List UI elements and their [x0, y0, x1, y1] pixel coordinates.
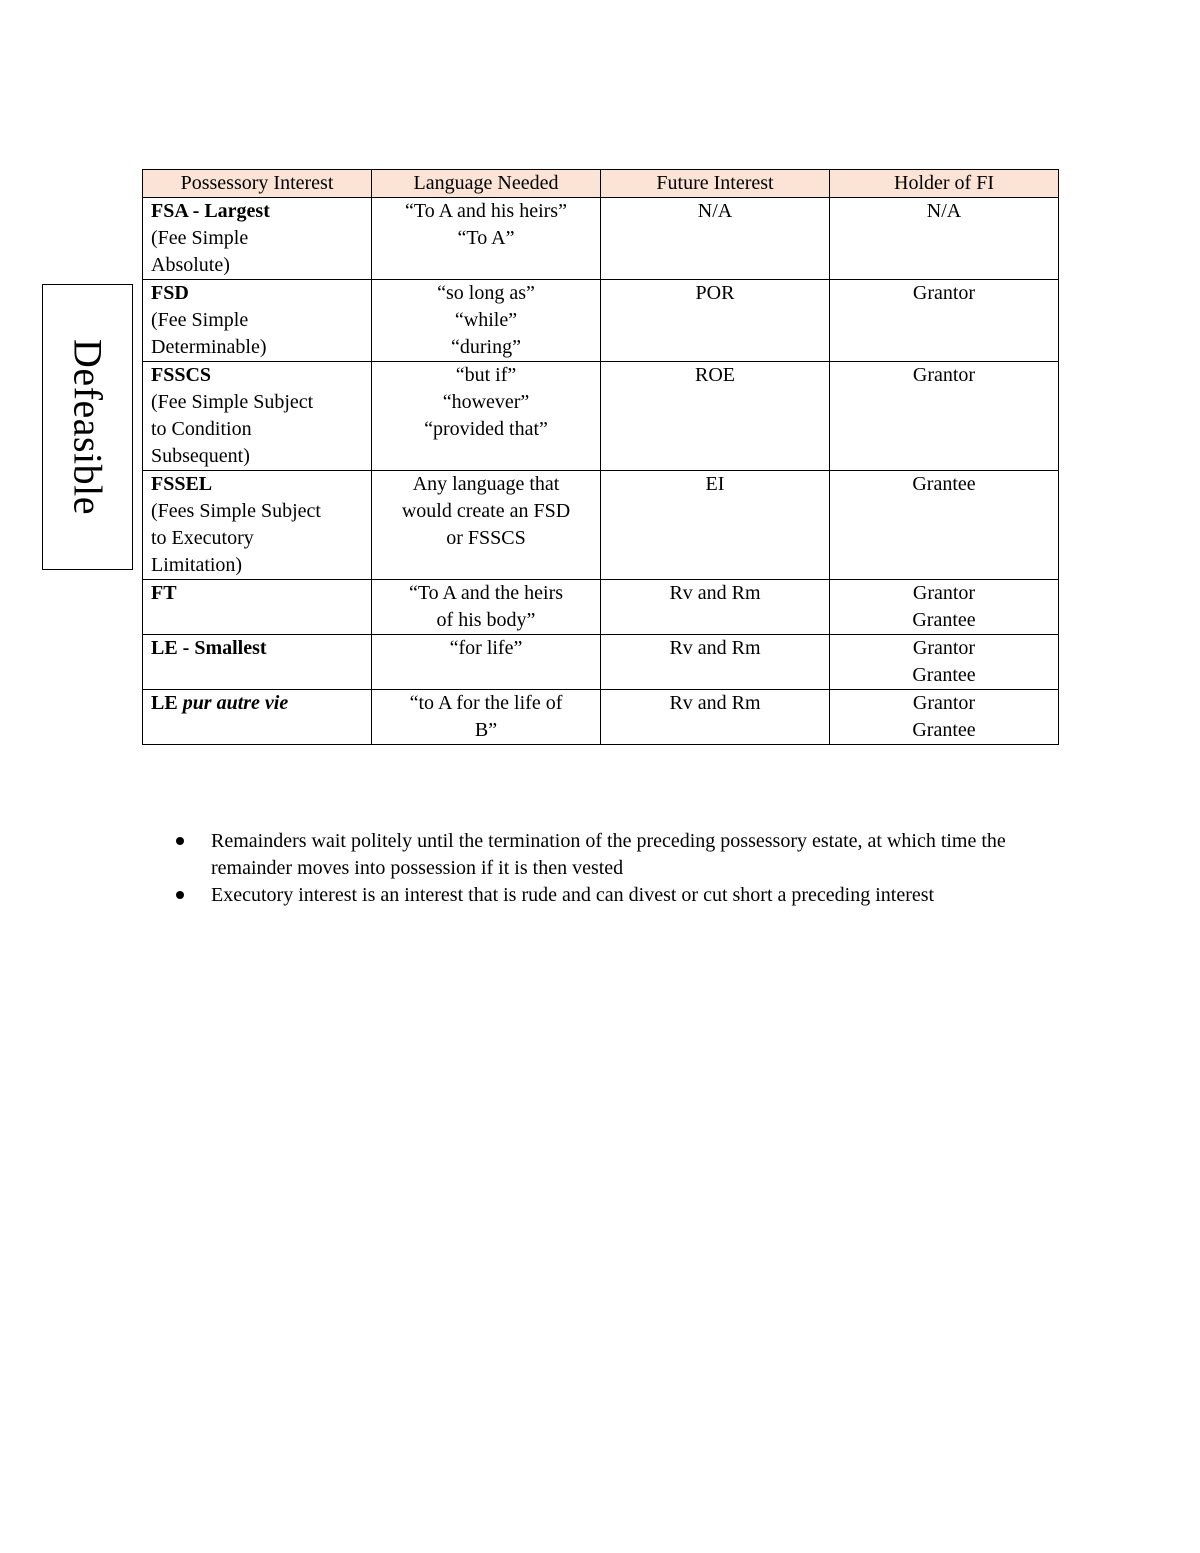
bullet-icon: [176, 837, 184, 845]
language-cell: [372, 580, 601, 635]
future-interest-cell: EI: [601, 471, 830, 580]
language-text: “during”: [451, 336, 521, 358]
notes-list: [172, 828, 1012, 909]
table-row: [143, 198, 1059, 280]
estate-name: FSD: [151, 282, 189, 304]
holder-text: Grantor: [912, 692, 976, 714]
holder-cell: [830, 580, 1059, 635]
defeasible-label: Defeasible: [65, 338, 110, 516]
holder-cell: [830, 280, 1059, 362]
language-cell: [372, 198, 601, 280]
language-cell: [372, 471, 601, 580]
table-row: [143, 635, 1059, 690]
header-holder-of-fi: Holder of FI: [830, 170, 1059, 198]
estates-table: [142, 169, 1059, 745]
language-text: “To A”: [457, 227, 515, 249]
language-text: “however”: [442, 391, 530, 413]
holder-text: Grantee: [912, 473, 976, 495]
estate-detail: (Fee Simple: [151, 309, 249, 331]
future-interest-cell: ROE: [601, 362, 830, 471]
future-interest-cell: Rv and Rm: [601, 635, 830, 690]
estate-detail: (Fee Simple: [151, 227, 249, 249]
estate-name: FSSCS: [151, 364, 212, 386]
estate-cell: [143, 580, 372, 635]
holder-cell: [830, 362, 1059, 471]
header-possessory-interest: Possessory Interest: [143, 170, 372, 198]
language-text: “To A and the heirs: [408, 582, 564, 604]
future-interest-cell: Rv and Rm: [601, 690, 830, 745]
estate-detail: (Fees Simple Subject: [151, 500, 321, 522]
estate-detail: Absolute): [151, 254, 230, 276]
future-interest-cell: POR: [601, 280, 830, 362]
table-row: [143, 580, 1059, 635]
estate-name: FSSEL: [151, 473, 213, 495]
holder-cell: [830, 635, 1059, 690]
list-item: [172, 882, 1012, 909]
bullet-icon: [176, 891, 184, 899]
estate-detail: to Condition: [151, 418, 252, 440]
language-text: “for life”: [449, 637, 523, 659]
language-text: “to A for the life of: [409, 692, 563, 714]
language-text: “provided that”: [424, 418, 548, 440]
table-row: [143, 471, 1059, 580]
future-interest-cell: Rv and Rm: [601, 580, 830, 635]
defeasible-label-box: [42, 284, 133, 570]
language-text: would create an FSD: [401, 500, 571, 522]
estate-detail: Determinable): [151, 336, 267, 358]
holder-text: Grantor: [912, 582, 976, 604]
estate-name: FT: [151, 582, 177, 604]
estate-name: LE - Smallest: [151, 637, 267, 659]
estate-name-italic: pur autre vie: [182, 692, 289, 714]
estate-detail: Subsequent): [151, 445, 250, 467]
language-cell: [372, 362, 601, 471]
language-text: or FSSCS: [446, 527, 526, 549]
language-text: “so long as”: [437, 282, 535, 304]
language-cell: [372, 690, 601, 745]
estate-name: FSA - Largest: [151, 200, 270, 222]
header-future-interest: Future Interest: [601, 170, 830, 198]
holder-text: N/A: [926, 200, 962, 222]
language-text: “To A and his heirs”: [405, 200, 567, 222]
estate-name: LE: [151, 692, 178, 714]
estate-cell: [143, 635, 372, 690]
estate-cell: [143, 471, 372, 580]
note-text: Remainders wait politely until the termination of the preceding possessory estate, at which time the remainder moves into possession if it is then vested: [211, 830, 1006, 879]
estate-detail: (Fee Simple Subject: [151, 391, 314, 413]
estate-cell: [143, 198, 372, 280]
language-cell: [372, 280, 601, 362]
holder-cell: [830, 690, 1059, 745]
holder-text: Grantee: [912, 664, 976, 686]
estate-detail: Limitation): [151, 554, 243, 576]
table-header-row: [143, 170, 1059, 198]
language-text: “while”: [454, 309, 518, 331]
holder-text: Grantee: [912, 609, 976, 631]
note-text: Executory interest is an interest that is rude and can divest or cut short a preceding interest: [211, 884, 935, 906]
estate-cell: [143, 362, 372, 471]
holder-text: Grantor: [912, 282, 976, 304]
estate-cell: [143, 690, 372, 745]
holder-text: Grantor: [912, 364, 976, 386]
estate-detail: to Executory: [151, 527, 254, 549]
holder-text: Grantee: [912, 719, 976, 741]
holder-cell: [830, 471, 1059, 580]
language-text: Any language that: [412, 473, 560, 495]
table-row: [143, 690, 1059, 745]
language-text: “but if”: [455, 364, 517, 386]
estate-cell: [143, 280, 372, 362]
language-text: B”: [474, 719, 498, 741]
holder-cell: [830, 198, 1059, 280]
future-interest-cell: N/A: [601, 198, 830, 280]
list-item: [172, 828, 1012, 882]
holder-text: Grantor: [912, 637, 976, 659]
language-text: of his body”: [436, 609, 536, 631]
header-language-needed: Language Needed: [372, 170, 601, 198]
table-row: [143, 280, 1059, 362]
language-cell: [372, 635, 601, 690]
table-row: [143, 362, 1059, 471]
